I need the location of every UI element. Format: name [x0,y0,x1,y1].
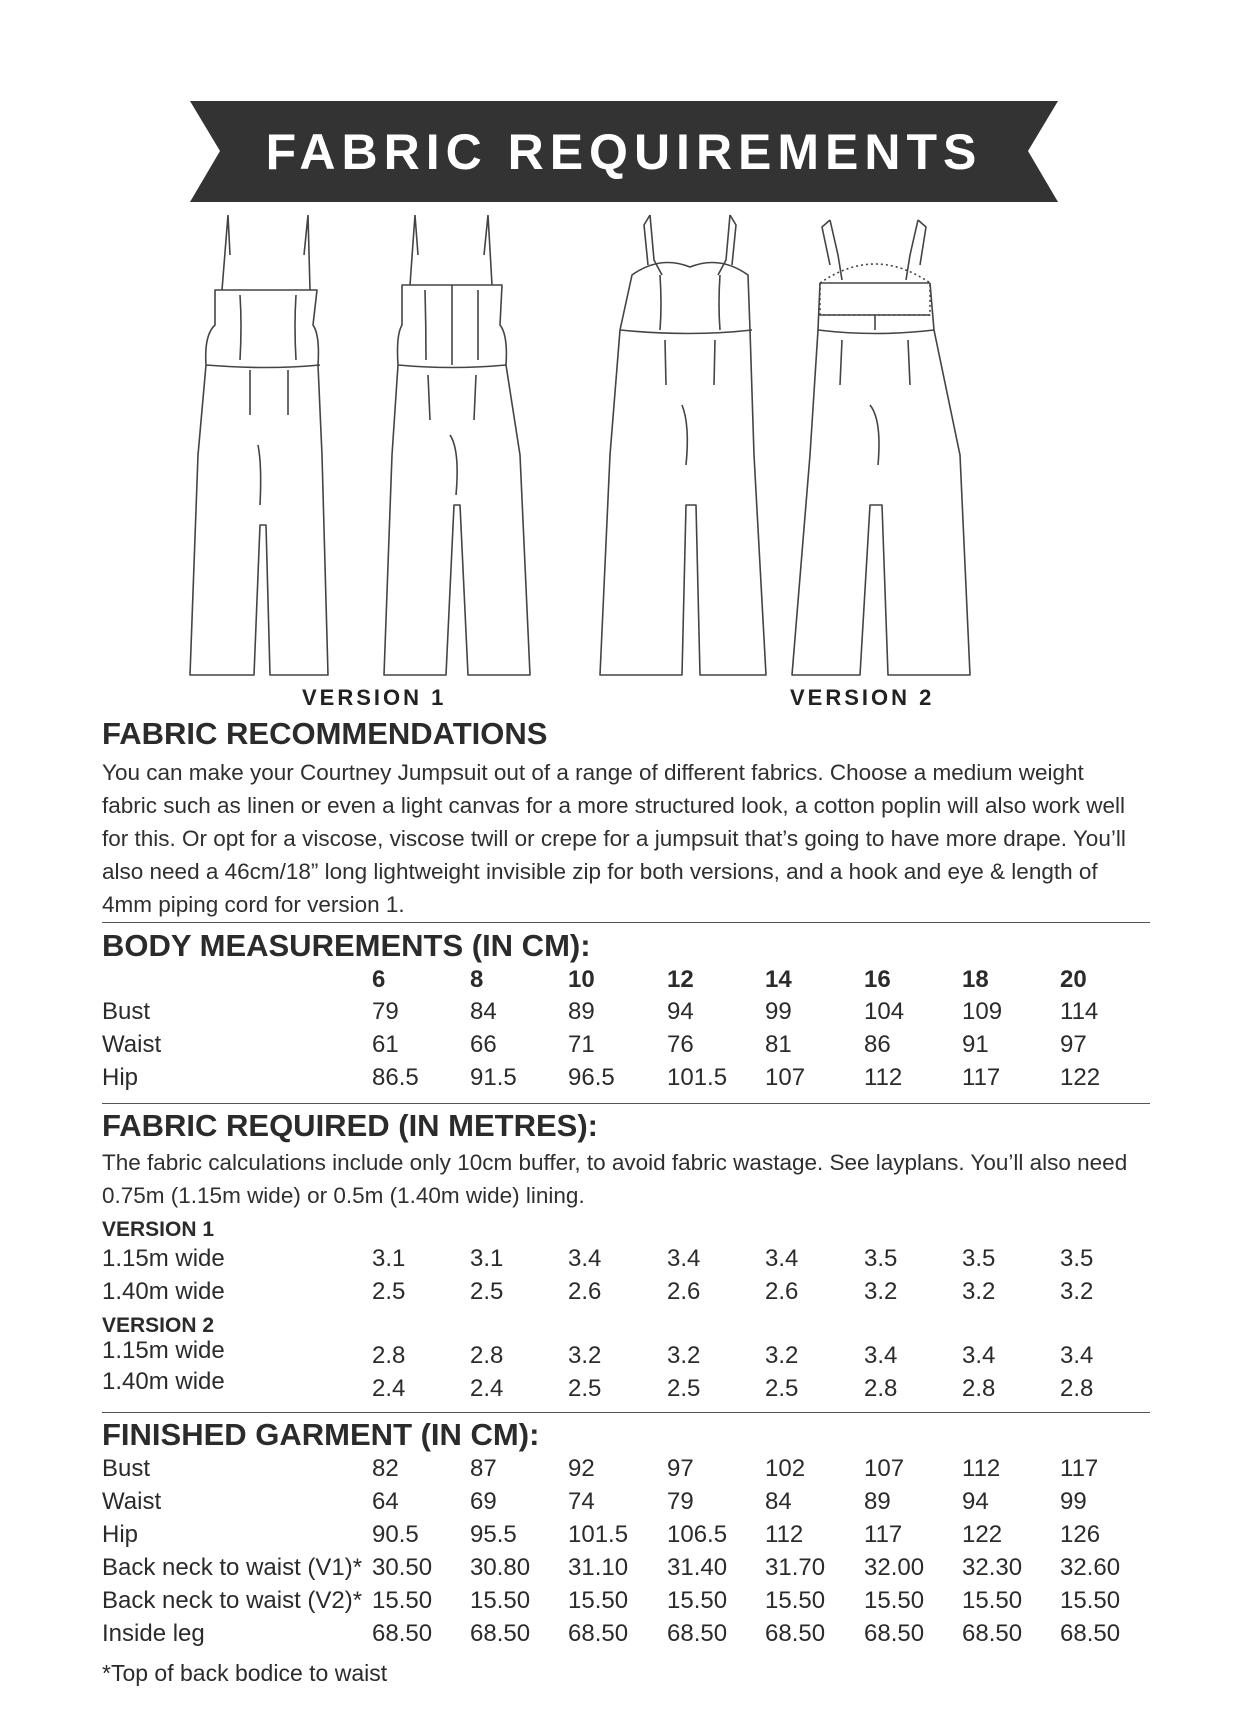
table-row [102,1031,1150,1063]
version2-back-sketch [792,220,970,675]
recommendations-heading: FABRIC RECOMMENDATIONS [102,716,548,751]
cell: 79 [372,998,399,1025]
cell: 15.50 [962,1587,1023,1614]
table-row [102,1064,1150,1096]
cell: 104 [864,998,905,1025]
cell: 3.2 [1060,1278,1094,1305]
cell: 122 [1060,1064,1101,1091]
table-row [102,1375,1150,1407]
row-label: Bust [102,998,151,1025]
size-label: 20 [1060,966,1087,993]
cell: 114 [1060,998,1099,1025]
cell: 3.2 [667,1342,701,1369]
cell: 3.5 [962,1245,996,1272]
cell: 2.8 [372,1342,406,1369]
body-measurements-heading: BODY MEASUREMENTS (IN CM): [102,928,591,963]
table-row [102,998,1150,1030]
cell: 69 [470,1488,497,1515]
cell: 31.40 [667,1554,728,1581]
row-label: Waist [102,1488,162,1515]
cell: 15.50 [568,1587,629,1614]
recommendations-line: You can make your Courtney Jumpsuit out of a range of different fabrics. Choose a medium weight [102,760,1084,785]
cell: 81 [765,1031,792,1058]
fabric-required-heading: FABRIC REQUIRED (IN METRES): [102,1108,598,1143]
cell: 2.5 [470,1278,504,1305]
size-label: 6 [372,966,386,993]
size-label: 16 [864,966,891,993]
size-header-row [102,966,1150,998]
cell: 122 [962,1521,1003,1548]
cell: 2.5 [372,1278,406,1305]
table-row [102,1342,1150,1374]
size-label: 14 [765,966,792,993]
table-row [102,1521,1150,1553]
size-label: 18 [962,966,989,993]
cell: 30.80 [470,1554,531,1581]
cell: 3.5 [1060,1245,1094,1272]
cell: 91 [962,1031,989,1058]
version1-back-sketch [384,215,530,675]
cell: 3.5 [864,1245,898,1272]
row-label: Waist [102,1031,162,1058]
cell: 15.50 [765,1587,826,1614]
cell: 2.8 [864,1375,898,1402]
row-label: 1.40m wide [102,1368,225,1395]
cell: 90.5 [372,1521,419,1548]
cell: 82 [372,1455,399,1482]
table-row [102,1488,1150,1520]
row-label: 1.15m wide [102,1337,225,1364]
cell: 117 [864,1521,903,1548]
cell: 2.6 [667,1278,701,1305]
table-row [102,1587,1150,1619]
cell: 94 [667,998,694,1025]
cell: 117 [962,1064,1001,1091]
cell: 112 [864,1064,903,1091]
cell: 107 [765,1064,806,1091]
cell: 32.00 [864,1554,925,1581]
version2-subheading: VERSION 2 [102,1314,215,1337]
cell: 102 [765,1455,806,1482]
cell: 32.30 [962,1554,1023,1581]
cell: 3.2 [864,1278,898,1305]
cell: 117 [1060,1455,1099,1482]
row-label: Hip [102,1064,139,1091]
fabric-required-text [102,1146,1132,1212]
cell: 89 [864,1488,891,1515]
cell: 3.4 [864,1342,898,1369]
cell: 87 [470,1455,497,1482]
cell: 3.1 [372,1245,406,1272]
cell: 2.8 [1060,1375,1094,1402]
cell: 3.4 [1060,1342,1094,1369]
cell: 96.5 [568,1064,615,1091]
cell: 112 [962,1455,1001,1482]
cell: 79 [667,1488,694,1515]
cell: 31.10 [568,1554,629,1581]
row-label: Inside leg [102,1620,205,1647]
cell: 97 [1060,1031,1087,1058]
cell: 99 [765,998,792,1025]
cell: 3.1 [470,1245,504,1272]
divider [102,922,1150,923]
cell: 15.50 [667,1587,728,1614]
recommendations-line: 4mm piping cord for version 1. [102,892,405,917]
cell: 94 [962,1488,989,1515]
cell: 68.50 [470,1620,531,1647]
cell: 2.5 [568,1375,602,1402]
cell: 84 [470,998,497,1025]
cell: 2.6 [765,1278,799,1305]
cell: 86 [864,1031,891,1058]
cell: 74 [568,1488,595,1515]
row-label: 1.15m wide [102,1245,225,1272]
cell: 71 [568,1031,595,1058]
cell: 61 [372,1031,399,1058]
footnote: *Top of back bodice to waist [102,1660,388,1686]
cell: 2.5 [667,1375,701,1402]
cell: 31.70 [765,1554,826,1581]
divider [102,1103,1150,1104]
cell: 89 [568,998,595,1025]
cell: 2.8 [470,1342,504,1369]
size-label: 12 [667,966,694,993]
cell: 2.8 [962,1375,996,1402]
size-label: 8 [470,966,484,993]
jumpsuit-illustrations [170,205,1090,685]
cell: 15.50 [1060,1587,1121,1614]
version1-subheading: VERSION 1 [102,1218,215,1241]
table-row [102,1455,1150,1487]
page-title: FABRIC REQUIREMENTS [265,123,983,180]
row-label: Back neck to waist (V2)* [102,1587,363,1614]
cell: 95.5 [470,1521,517,1548]
cell: 99 [1060,1488,1087,1515]
version1-label: VERSION 1 [302,685,447,710]
cell: 15.50 [470,1587,531,1614]
cell: 66 [470,1031,497,1058]
table-row [102,1620,1150,1652]
cell: 68.50 [765,1620,826,1647]
cell: 112 [765,1521,804,1548]
cell: 68.50 [568,1620,629,1647]
cell: 3.2 [962,1278,996,1305]
cell: 30.50 [372,1554,433,1581]
cell: 2.4 [372,1375,406,1402]
version2-label: VERSION 2 [790,685,935,710]
size-label: 10 [568,966,595,993]
recommendations-line: also need a 46cm/18” long lightweight invisible zip for both versions, and a hook and eye & length of [102,859,1098,884]
cell: 76 [667,1031,694,1058]
cell: 32.60 [1060,1554,1121,1581]
recommendations-text [102,756,1132,921]
cell: 126 [1060,1521,1101,1548]
cell: 91.5 [470,1064,517,1091]
cell: 3.4 [568,1245,602,1272]
row-label: Bust [102,1455,151,1482]
table-row [102,1278,1150,1310]
cell: 68.50 [372,1620,433,1647]
cell: 3.2 [568,1342,602,1369]
cell: 68.50 [1060,1620,1121,1647]
cell: 86.5 [372,1064,419,1091]
cell: 101.5 [667,1064,728,1091]
cell: 2.6 [568,1278,602,1305]
cell: 2.5 [765,1375,799,1402]
cell: 2.4 [470,1375,504,1402]
finished-garment-heading: FINISHED GARMENT (IN CM): [102,1417,540,1452]
cell: 15.50 [864,1587,925,1614]
cell: 97 [667,1455,694,1482]
fabric-required-line: The fabric calculations include only 10cm buffer, to avoid fabric wastage. See layplans. You’ll also need [102,1150,1128,1175]
divider [102,1412,1150,1413]
cell: 101.5 [568,1521,629,1548]
table-row [102,1554,1150,1586]
fabric-required-line: 0.75m (1.15m wide) or 0.5m (1.40m wide) lining. [102,1183,585,1208]
cell: 106.5 [667,1521,728,1548]
recommendations-line: for this. Or opt for a viscose, viscose twill or crepe for a jumpsuit that’s going to have more drape. You’ll [102,826,1126,851]
recommendations-line: fabric such as linen or even a light canvas for a more structured look, a cotton poplin will also work well [102,793,1125,818]
cell: 3.4 [765,1245,799,1272]
cell: 64 [372,1488,399,1515]
cell: 15.50 [372,1587,433,1614]
cell: 68.50 [667,1620,728,1647]
cell: 109 [962,998,1003,1025]
row-label: 1.40m wide [102,1278,225,1305]
cell: 92 [568,1455,595,1482]
cell: 3.4 [962,1342,996,1369]
row-label: Hip [102,1521,139,1548]
version1-front-sketch [190,215,328,675]
cell: 3.4 [667,1245,701,1272]
row-label: Back neck to waist (V1)* [102,1554,363,1581]
table-row [102,1245,1150,1277]
version2-front-sketch [600,215,766,675]
cell: 84 [765,1488,792,1515]
cell: 68.50 [864,1620,925,1647]
cell: 68.50 [962,1620,1023,1647]
cell: 3.2 [765,1342,799,1369]
cell: 107 [864,1455,905,1482]
